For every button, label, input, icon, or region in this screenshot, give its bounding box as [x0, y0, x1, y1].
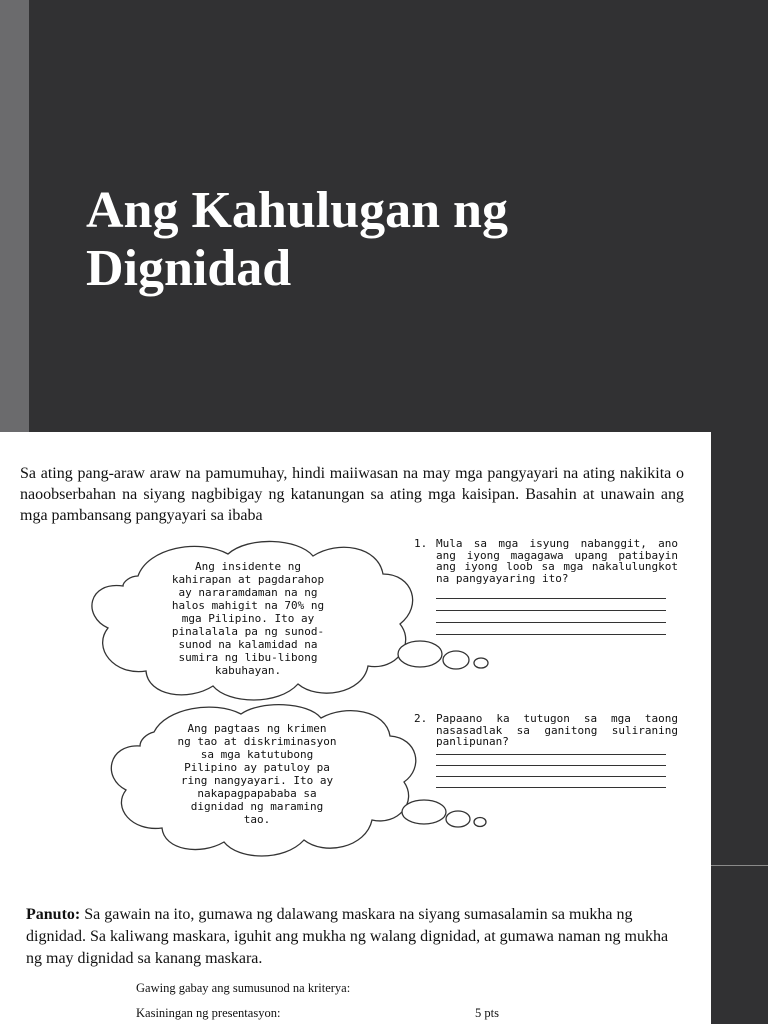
thought-cloud-2-text: Ang pagtaas ng krimen ng tao at diskriminasyon sa mga katutubong Pilipino ay patuloy pa ring nangyayari. Ito ay nakapagpapababa sa dignidad ng maraming tao. [177, 722, 337, 826]
question-1-text: Mula sa mga isyung nabanggit, ano ang iyong magagawa upang patibayin ang iyong loob sa mga nakalulungkot na pangyayaring ito? [436, 537, 678, 585]
slide-title-line-1: Ang Kahulugan ng [86, 182, 508, 239]
answer-line[interactable] [436, 754, 666, 755]
question-2-text: Papaano ka tutugon sa mga taong nasasadlak sa ganitong suliraning panlipunan? [436, 712, 678, 748]
criteria-item: Kasiningan ng presentasyon: [136, 1006, 281, 1020]
answer-line[interactable] [436, 598, 666, 599]
thought-cloud-1-text: Ang insidente ng kahirapan at pagdarahop ay nararamdaman na ng halos mahigit na 70% ng mga Pilipino. Ito ay pinalalala pa ng sunod- sunod na kalamidad na sumira ng libu-libong kabuhayan. [171, 560, 325, 677]
instructions [26, 904, 676, 970]
question-1-number: 1. [414, 537, 428, 550]
worksheet-intro: Sa ating pang-araw araw na pamumuhay, hindi maiiwasan na may mga pangyayari na ating nakikita o naoobserbahan na siyang nagbibigay ng katanungan sa ating mga kaisipan. Basahin at unawain ang mga pambansang pangyayari sa ibaba [20, 465, 684, 524]
question-1 [414, 538, 679, 598]
criteria-points: 5 pts [475, 1006, 499, 1020]
slide-title-line-2: Dignidad [86, 240, 292, 297]
instructions-label: Panuto: [26, 906, 81, 923]
slide-title [86, 182, 706, 298]
instructions-text: Sa gawain na ito, gumawa ng dalawang maskara na siyang sumasalamin sa mukha ng dignidad. Sa kaliwang maskara, iguhit ang mukha ng walang dignidad, at gumawa naman ng mukha ng may dignidad sa kanang maskara. [26, 906, 669, 967]
answer-line[interactable] [436, 765, 666, 766]
question-2-number: 2. [414, 712, 428, 725]
worksheet-image [0, 432, 711, 1024]
slide-right-margin [711, 432, 768, 1024]
answer-line[interactable] [436, 610, 666, 611]
answer-line[interactable] [436, 634, 666, 635]
criteria-intro: Gawing gabay ang sumusunod na kriterya: [136, 981, 351, 995]
slide-divider-line [711, 865, 768, 866]
answer-line[interactable] [436, 776, 666, 777]
answer-line[interactable] [436, 622, 666, 623]
slide-left-accent-bar [0, 0, 29, 432]
answer-line[interactable] [436, 787, 666, 788]
question-2 [414, 713, 679, 753]
